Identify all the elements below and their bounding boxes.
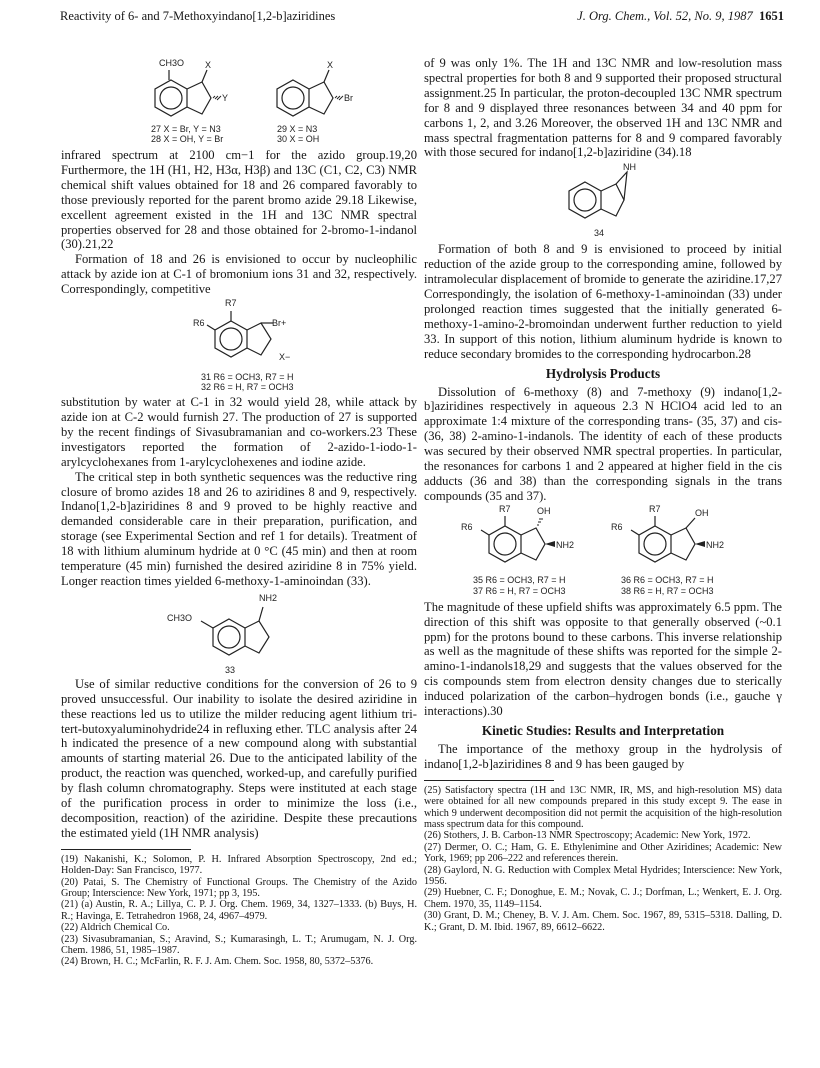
compound-34-label: 34 bbox=[594, 228, 605, 239]
r6-label: R6 bbox=[193, 318, 205, 329]
methoxy-label: CH3O bbox=[167, 612, 193, 623]
paragraph: The magnitude of these upfield shifts was approximately 6.5 ppm. The direction of this shift was opposite to that generally observed (~0.1 ppm) for the protons bound to these carbons. This inverse relationship as well as the magnitude of these shifts was reported for the simple 2-amino-1-indanols18,29 and suggests that the values observed for the cis compounds stem from electron density changes due to sterically induced polarization of the carbon–hydrogen bonds (i.e., gauche γ interactions).30 bbox=[424, 599, 782, 719]
footnote: (30) Grant, D. M.; Cheney, B. V. J. Am. Chem. Soc. 1967, 89, 5315–5318. Dalling, D. K.; Grant, D. M. Ibid. 1967, 89, 6612–6622. bbox=[424, 910, 782, 933]
section-heading-kinetics: Kinetic Studies: Results and Interpretation bbox=[481, 723, 725, 738]
amino-label-2: NH2 bbox=[706, 539, 725, 550]
methoxy-label: CH3O bbox=[159, 58, 185, 68]
footnote: (27) Dermer, O. C.; Ham, G. E. Ethylenimine and Other Aziridines; Academic: New York, 1969; pp 206–222 and references therein. bbox=[424, 841, 782, 865]
structure-34 bbox=[523, 160, 683, 242]
r7-label: R7 bbox=[225, 298, 237, 309]
footnote-divider bbox=[424, 780, 554, 781]
footnote: (24) Brown, H. C.; McFarlin, R. F. J. Am. Chem. Soc. 1958, 80, 5372–5376. bbox=[61, 956, 374, 968]
r7-label-2: R7 bbox=[649, 503, 661, 514]
paragraph: Use of similar reductive conditions for the conversion of 26 to 9 proved unsuccessful. Our inability to isolate the desired aziridine in these reactions led us to utilize the milder reducing agent lithium tri-tert-butoxyaluminohydride24 in refluxing ether. TLC analysis after 24 h indicated the presence of a new compound along with substantial amounts of starting material 26. Due to the anticipated lability of the product, the reaction was quenched, worked-up, and carefully purified by flash column chromatography. Steps were instituted at each stage of the purification process in order to minimize the loss (i.e., decomposition, reaction) of the aziridine. Despite these precautions the estimated yield (1H NMR analysis) bbox=[61, 676, 417, 840]
structure-33 bbox=[139, 589, 339, 677]
compound-33-label: 33 bbox=[225, 664, 236, 675]
substituent-x-label: X bbox=[205, 60, 212, 70]
compound-38-label: 38 R6 = H, R7 = OCH3 bbox=[621, 585, 714, 596]
amino-label: NH2 bbox=[556, 539, 575, 550]
r6-label: R6 bbox=[461, 521, 473, 532]
footnote: (21) (a) Austin, R. A.; Lillya, C. P. J. Org. Chem. 1969, 34, 1327–1333. (b) Buys, H. R.; Havinga, E. Tetrahedron 1968, 24, 4967–4979. bbox=[61, 899, 417, 922]
running-title: Reactivity of 6- and 7-Methoxyindano[1,2-b]aziridines bbox=[60, 9, 336, 23]
compound-37-label: 37 R6 = H, R7 = OCH3 bbox=[473, 585, 566, 596]
footnote: (22) Aldrich Chemical Co. bbox=[61, 922, 170, 934]
compound-31-label: 31 R6 = OCH3, R7 = H bbox=[201, 372, 294, 383]
structures-27-30 bbox=[89, 56, 389, 148]
r6-label-2: R6 bbox=[611, 521, 623, 532]
structures-31-32 bbox=[109, 297, 369, 395]
paragraph: substitution by water at C-1 in 32 would yield 28, while attack by azide ion at C-2 would furnish 27. The production of 27 is supported by the recent findings of Sivasubramanian and co-workers.23 These investigators reported the formation of 2-azido-1-iodo-1-arylcyclohexanes from 1-arylcyclohexenes and iodine azide. bbox=[61, 395, 417, 469]
paragraph: of 9 was only 1%. The 1H and 13C NMR and low-resolution mass spectral properties for both 8 and 9 supported their proposed structural assignment.25 In particular, the proton-decoupled 13C NMR spectrum for 8 and 9 displayed three resonances between 34 and 40 ppm for carbons 1, 2, and 3.26 Moreover, the observed 1H and 13C NMR and mass spectral fragmentation patterns for 8 and 9 compared favorably with those secured for indano[1,2-b]aziridine (34).18 bbox=[424, 56, 782, 160]
structures-35-38 bbox=[433, 504, 773, 600]
journal-name: J. Org. Chem., Vol. 52, No. 9, 1987 bbox=[577, 9, 753, 23]
r7-label: R7 bbox=[499, 503, 511, 514]
page-number: 1651 bbox=[759, 9, 784, 23]
paragraph: infrared spectrum at 2100 cm−1 for the azido group.19,20 Furthermore, the 1H (H1, H2, H3α, H3β) and 13C (C1, C2, C3) NMR chemical shift values obtained for 18 and 26 compared favorably to those previously reported for the parent bromo azide 29.18 Likewise, excellent agreement existed in the 1H and 13C NMR spectral properties observed for 28 and those obtained for 2-bromo-1-indanol (30).21,22 bbox=[61, 148, 417, 252]
running-header bbox=[60, 9, 784, 27]
hydroxyl-label-2: OH bbox=[695, 507, 709, 518]
compound-30-label: 30 X = OH bbox=[277, 134, 320, 144]
amino-label: NH2 bbox=[259, 592, 278, 603]
section-heading-hydrolysis: Hydrolysis Products bbox=[545, 365, 661, 381]
compound-28-label: 28 X = OH, Y = Br bbox=[151, 134, 224, 144]
compound-27-label: 27 X = Br, Y = N3 bbox=[151, 124, 221, 134]
bromonium-label: Br+ bbox=[272, 318, 287, 329]
footnotes-right bbox=[424, 785, 782, 933]
journal-citation bbox=[577, 9, 784, 24]
paragraph: Formation of both 8 and 9 is envisioned to proceed by initial reduction of the azide group to the corresponding amine, followed by intramolecular displacement of bromide to generate the aziridine.17,27 Correspondingly, the isolation of 6-methoxy-1-aminoindan (33) under prolonged reaction times suggested that the initially generated 6-methoxy-1-amino-2-bromoindan underwent further reduction to yield 33. In support of this notion, lithium aluminum hydride is known to reduce secondary bromides to the corresponding hydrocarbon.28 bbox=[424, 242, 782, 361]
footnote-divider bbox=[61, 849, 191, 850]
paragraph: Dissolution of 6-methoxy (8) and 7-methoxy (9) indano[1,2-b]aziridines respectively in aqueous 2.3 N HClO4 acid led to an approximate 1:4 mixture of the corresponding trans- (35, 37) and cis- (36, 38) 2-amino-1-indanols. The identity of each of these products was secured by their observed NMR spectral properties. In particular, the resonances for carbons 1 and 2 appeared at higher field in the cis adducts (36 and 38) than the corresponding signals in the trans compounds (35 and 37). bbox=[424, 384, 782, 503]
footnotes-left bbox=[61, 854, 417, 968]
footnote: (28) Gaylord, N. G. Reduction with Complex Metal Hydrides; Interscience: New York, 1956. bbox=[424, 864, 782, 887]
left-column bbox=[61, 56, 417, 968]
footnote: (20) Patai, S. The Chemistry of Functional Groups. The Chemistry of the Azido Group; Interscience: New York, 1971; pp 3, 195. bbox=[61, 876, 417, 900]
aziridine-nh-label: NH bbox=[623, 162, 636, 173]
paragraph: Formation of 18 and 26 is envisioned to occur by nucleophilic attack by azide ion at C-1 of bromonium ions 31 and 32, respectively. Correspondingly, competitive bbox=[61, 252, 417, 297]
footnote: (23) Sivasubramanian, S.; Aravind, S.; Kumarasingh, L. T.; Arumugam, N. J. Org. Chem. 1986, 51, 1985–1987. bbox=[61, 933, 417, 957]
compound-29-label: 29 X = N3 bbox=[277, 124, 318, 134]
substituent-y-label: Y bbox=[222, 93, 229, 103]
footnote: (25) Satisfactory spectra (1H and 13C NMR, IR, MS, and high-resolution MS) data were obtained for all new compounds prepared in this study except 9. The ease in which 9 underwent decomposition did not permit the acquisition of the high-resolution mass spectrum data for this compound. bbox=[424, 784, 782, 830]
compound-35-label: 35 R6 = OCH3, R7 = H bbox=[473, 574, 566, 585]
paragraph: The critical step in both synthetic sequences was the reductive ring closure of bromo azides 18 and 26 to aziridines 8 and 9, respectively. Indano[1,2-b]aziridines 8 and 9 proved to be highly reactive and demanded considerable care in their preparation, purification, and storage (see Experimental Section and ref 1 for details). Treatment of 18 with lithium aluminum hydride at 0 °C (45 min) and then at room temperature (45 min) furnished the desired aziridine 8 in 75% yield. Longer reaction times yielded 6-methoxy-1-aminoindan (33). bbox=[61, 469, 417, 588]
compound-32-label: 32 R6 = H, R7 = OCH3 bbox=[201, 382, 294, 393]
substituent-x-label-2: X bbox=[327, 60, 334, 70]
footnote: (26) Stothers, J. B. Carbon-13 NMR Spectroscopy; Academic: New York, 1972. bbox=[424, 830, 751, 842]
compound-36-label: 36 R6 = OCH3, R7 = H bbox=[621, 574, 714, 585]
footnote: (29) Huebner, C. F.; Donoghue, E. M.; Novak, C. J.; Dorfman, L.; Wenkert, E. J. Org. Chem. 1970, 35, 1149–1154. bbox=[424, 887, 782, 910]
counterion-label: X− bbox=[279, 352, 291, 363]
footnote: (19) Nakanishi, K.; Solomon, P. H. Infrared Absorption Spectroscopy, 2nd ed.; Holden-Day: San Francisco, 1977. bbox=[61, 853, 417, 877]
hydroxyl-label: OH bbox=[537, 505, 551, 516]
paragraph: The importance of the methoxy group in the hydrolysis of indano[1,2-b]aziridines 8 and 9 has been gauged by bbox=[424, 741, 782, 771]
bromo-label: Br bbox=[344, 93, 353, 103]
right-column bbox=[424, 56, 782, 933]
